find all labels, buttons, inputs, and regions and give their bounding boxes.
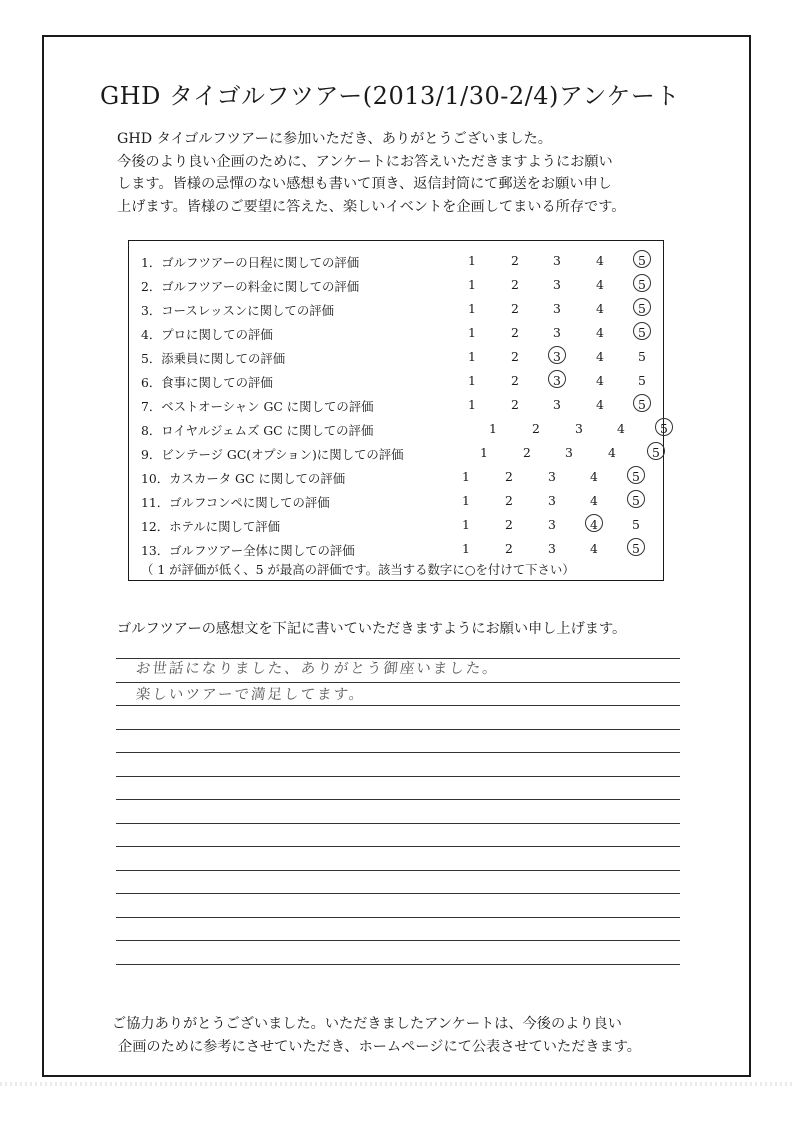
rating-option-1[interactable]: 1 — [489, 421, 497, 436]
rating-option-3[interactable]: 3 — [565, 445, 573, 460]
question-label: 4．プロに関しての評価 — [141, 327, 273, 342]
rating-option-5[interactable]: 5 — [632, 493, 640, 508]
rating-option-2[interactable]: 2 — [523, 445, 531, 460]
form-title: GHD タイゴルフツアー(2013/1/30-2/4)アンケート — [100, 82, 680, 110]
rating-option-4[interactable]: 4 — [596, 253, 604, 268]
rating-row — [129, 346, 663, 370]
rating-row — [129, 514, 663, 538]
rating-option-3[interactable]: 3 — [548, 541, 556, 556]
rating-option-3[interactable]: 3 — [553, 349, 561, 364]
rating-option-2[interactable]: 2 — [511, 301, 519, 316]
intro-line: GHD タイゴルフツアーに参加いただき、ありがとうございました。 — [117, 131, 552, 147]
rating-row — [129, 442, 663, 466]
rating-option-5[interactable]: 5 — [652, 445, 660, 460]
rating-option-1[interactable]: 1 — [468, 253, 476, 268]
rating-option-4[interactable]: 4 — [596, 277, 604, 292]
rating-option-1[interactable]: 1 — [462, 517, 470, 532]
rating-option-5[interactable]: 5 — [638, 325, 646, 340]
question-label: 2．ゴルフツアーの料金に関しての評価 — [141, 279, 360, 294]
ruled-line — [116, 799, 680, 800]
intro-line: 上げます。皆様のご要望に答えた、楽しいイベントを企画してまいる所存です。 — [117, 198, 626, 215]
rating-row — [129, 490, 663, 514]
rating-option-1[interactable]: 1 — [468, 349, 476, 364]
rating-option-2[interactable]: 2 — [505, 541, 513, 556]
question-label: 8．ロイヤルジェムズ GC に関しての評価 — [141, 423, 374, 438]
question-label: 3．コースレッスンに関しての評価 — [141, 303, 334, 318]
rating-option-3[interactable]: 3 — [548, 517, 556, 532]
rating-option-5[interactable]: 5 — [632, 541, 640, 556]
closing-line: ご協力ありがとうございました。いただきましたアンケートは、今後のより良い — [112, 1016, 622, 1032]
rating-option-5[interactable]: 5 — [638, 277, 646, 292]
rating-row — [129, 466, 663, 490]
question-label: 10．カスカータ GC に関しての評価 — [141, 471, 346, 486]
rating-option-4[interactable]: 4 — [590, 541, 598, 556]
rating-option-4[interactable]: 4 — [590, 469, 598, 484]
ruled-line — [116, 917, 680, 918]
rating-row — [129, 322, 663, 346]
ruled-line — [116, 940, 680, 941]
rating-option-4[interactable]: 4 — [590, 517, 598, 532]
rating-option-5[interactable]: 5 — [660, 421, 668, 436]
rating-option-3[interactable]: 3 — [553, 373, 561, 388]
question-label: 9．ビンテージ GC(オプション)に関しての評価 — [141, 447, 404, 462]
rating-row — [129, 250, 663, 274]
rating-option-4[interactable]: 4 — [596, 373, 604, 388]
question-label: 11．ゴルフコンペに関しての評価 — [141, 495, 330, 510]
question-label: 7．ベストオーシャン GC に関しての評価 — [141, 399, 374, 414]
rating-option-4[interactable]: 4 — [596, 397, 604, 412]
ruled-line — [116, 776, 680, 777]
question-label: 12．ホテルに関して評価 — [141, 519, 281, 534]
question-label: 6．食事に関しての評価 — [141, 375, 273, 390]
question-label: 5．添乗員に関しての評価 — [141, 351, 286, 366]
ruled-line — [116, 752, 680, 753]
rating-option-4[interactable]: 4 — [596, 325, 604, 340]
rating-option-2[interactable]: 2 — [511, 253, 519, 268]
scan-edge — [0, 1082, 792, 1086]
question-label: 1．ゴルフツアーの日程に関しての評価 — [141, 255, 360, 270]
rating-option-1[interactable]: 1 — [462, 493, 470, 508]
rating-row — [129, 370, 663, 394]
rating-option-3[interactable]: 3 — [548, 469, 556, 484]
handwritten-comment-line: 楽しいツアーで満足してます。 — [135, 687, 367, 703]
rating-option-2[interactable]: 2 — [505, 493, 513, 508]
rating-option-3[interactable]: 3 — [553, 325, 561, 340]
rating-option-1[interactable]: 1 — [462, 541, 470, 556]
rating-option-2[interactable]: 2 — [511, 277, 519, 292]
rating-option-2[interactable]: 2 — [532, 421, 540, 436]
rating-table — [128, 240, 668, 581]
rating-option-3[interactable]: 3 — [553, 301, 561, 316]
rating-option-4[interactable]: 4 — [596, 349, 604, 364]
rating-option-4[interactable]: 4 — [608, 445, 616, 460]
rating-option-4[interactable]: 4 — [596, 301, 604, 316]
rating-option-3[interactable]: 3 — [553, 277, 561, 292]
rating-option-2[interactable]: 2 — [511, 325, 519, 340]
rating-option-5[interactable]: 5 — [638, 301, 646, 316]
handwritten-comment-line: お世話になりました、ありがとう御座いました。 — [135, 661, 500, 677]
rating-row — [129, 394, 663, 418]
rating-option-1[interactable]: 1 — [468, 397, 476, 412]
question-label: 13．ゴルフツアー全体に関しての評価 — [141, 543, 355, 558]
rating-option-4[interactable]: 4 — [617, 421, 625, 436]
rating-option-3[interactable]: 3 — [575, 421, 583, 436]
rating-option-5[interactable]: 5 — [638, 349, 646, 364]
rating-option-5[interactable]: 5 — [632, 517, 640, 532]
rating-row — [129, 298, 663, 322]
rating-option-1[interactable]: 1 — [468, 373, 476, 388]
rating-note: （ 1 が評価が低く、5 が最高の評価です。該当する数字に○を付けて下さい） — [141, 562, 575, 577]
ruled-line — [116, 964, 680, 965]
closing-text — [112, 1013, 641, 1059]
comment-prompt: ゴルフツアーの感想文を下記に書いていただきますようにお願い申し上げます。 — [117, 621, 627, 637]
rating-option-3[interactable]: 3 — [553, 253, 561, 268]
rating-row — [129, 274, 663, 298]
intro-line: します。皆様の忌憚のない感想も書いて頂き、返信封筒にて郵送をお願い申し — [117, 176, 612, 192]
ruled-line — [116, 893, 680, 894]
rating-option-2[interactable]: 2 — [511, 349, 519, 364]
ruled-line — [116, 870, 680, 871]
closing-line: 企画のために参考にさせていただき、ホームページにて公表させていただきます。 — [118, 1039, 641, 1055]
ruled-line — [116, 705, 680, 706]
rating-option-1[interactable]: 1 — [468, 277, 476, 292]
rating-option-2[interactable]: 2 — [511, 397, 519, 412]
rating-option-5[interactable]: 5 — [632, 469, 640, 484]
rating-option-5[interactable]: 5 — [638, 397, 646, 412]
ruled-line — [116, 846, 680, 847]
ruled-line — [116, 729, 680, 730]
rating-option-5[interactable]: 5 — [638, 253, 646, 268]
rating-option-4[interactable]: 4 — [590, 493, 598, 508]
rating-option-3[interactable]: 3 — [553, 397, 561, 412]
rating-option-3[interactable]: 3 — [548, 493, 556, 508]
rating-row — [129, 418, 668, 442]
rating-option-1[interactable]: 1 — [468, 301, 476, 316]
rating-option-2[interactable]: 2 — [505, 517, 513, 532]
intro-line: 今後のより良い企画のために、アンケートにお答えいただきますようにお願い — [117, 153, 613, 170]
rating-row — [129, 538, 663, 562]
rating-option-1[interactable]: 1 — [462, 469, 470, 484]
rating-option-2[interactable]: 2 — [511, 373, 519, 388]
ruled-line — [116, 823, 680, 824]
rating-option-2[interactable]: 2 — [505, 469, 513, 484]
rating-option-5[interactable]: 5 — [638, 373, 646, 388]
rating-option-1[interactable]: 1 — [480, 445, 488, 460]
rating-option-1[interactable]: 1 — [468, 325, 476, 340]
intro-text — [117, 128, 697, 218]
